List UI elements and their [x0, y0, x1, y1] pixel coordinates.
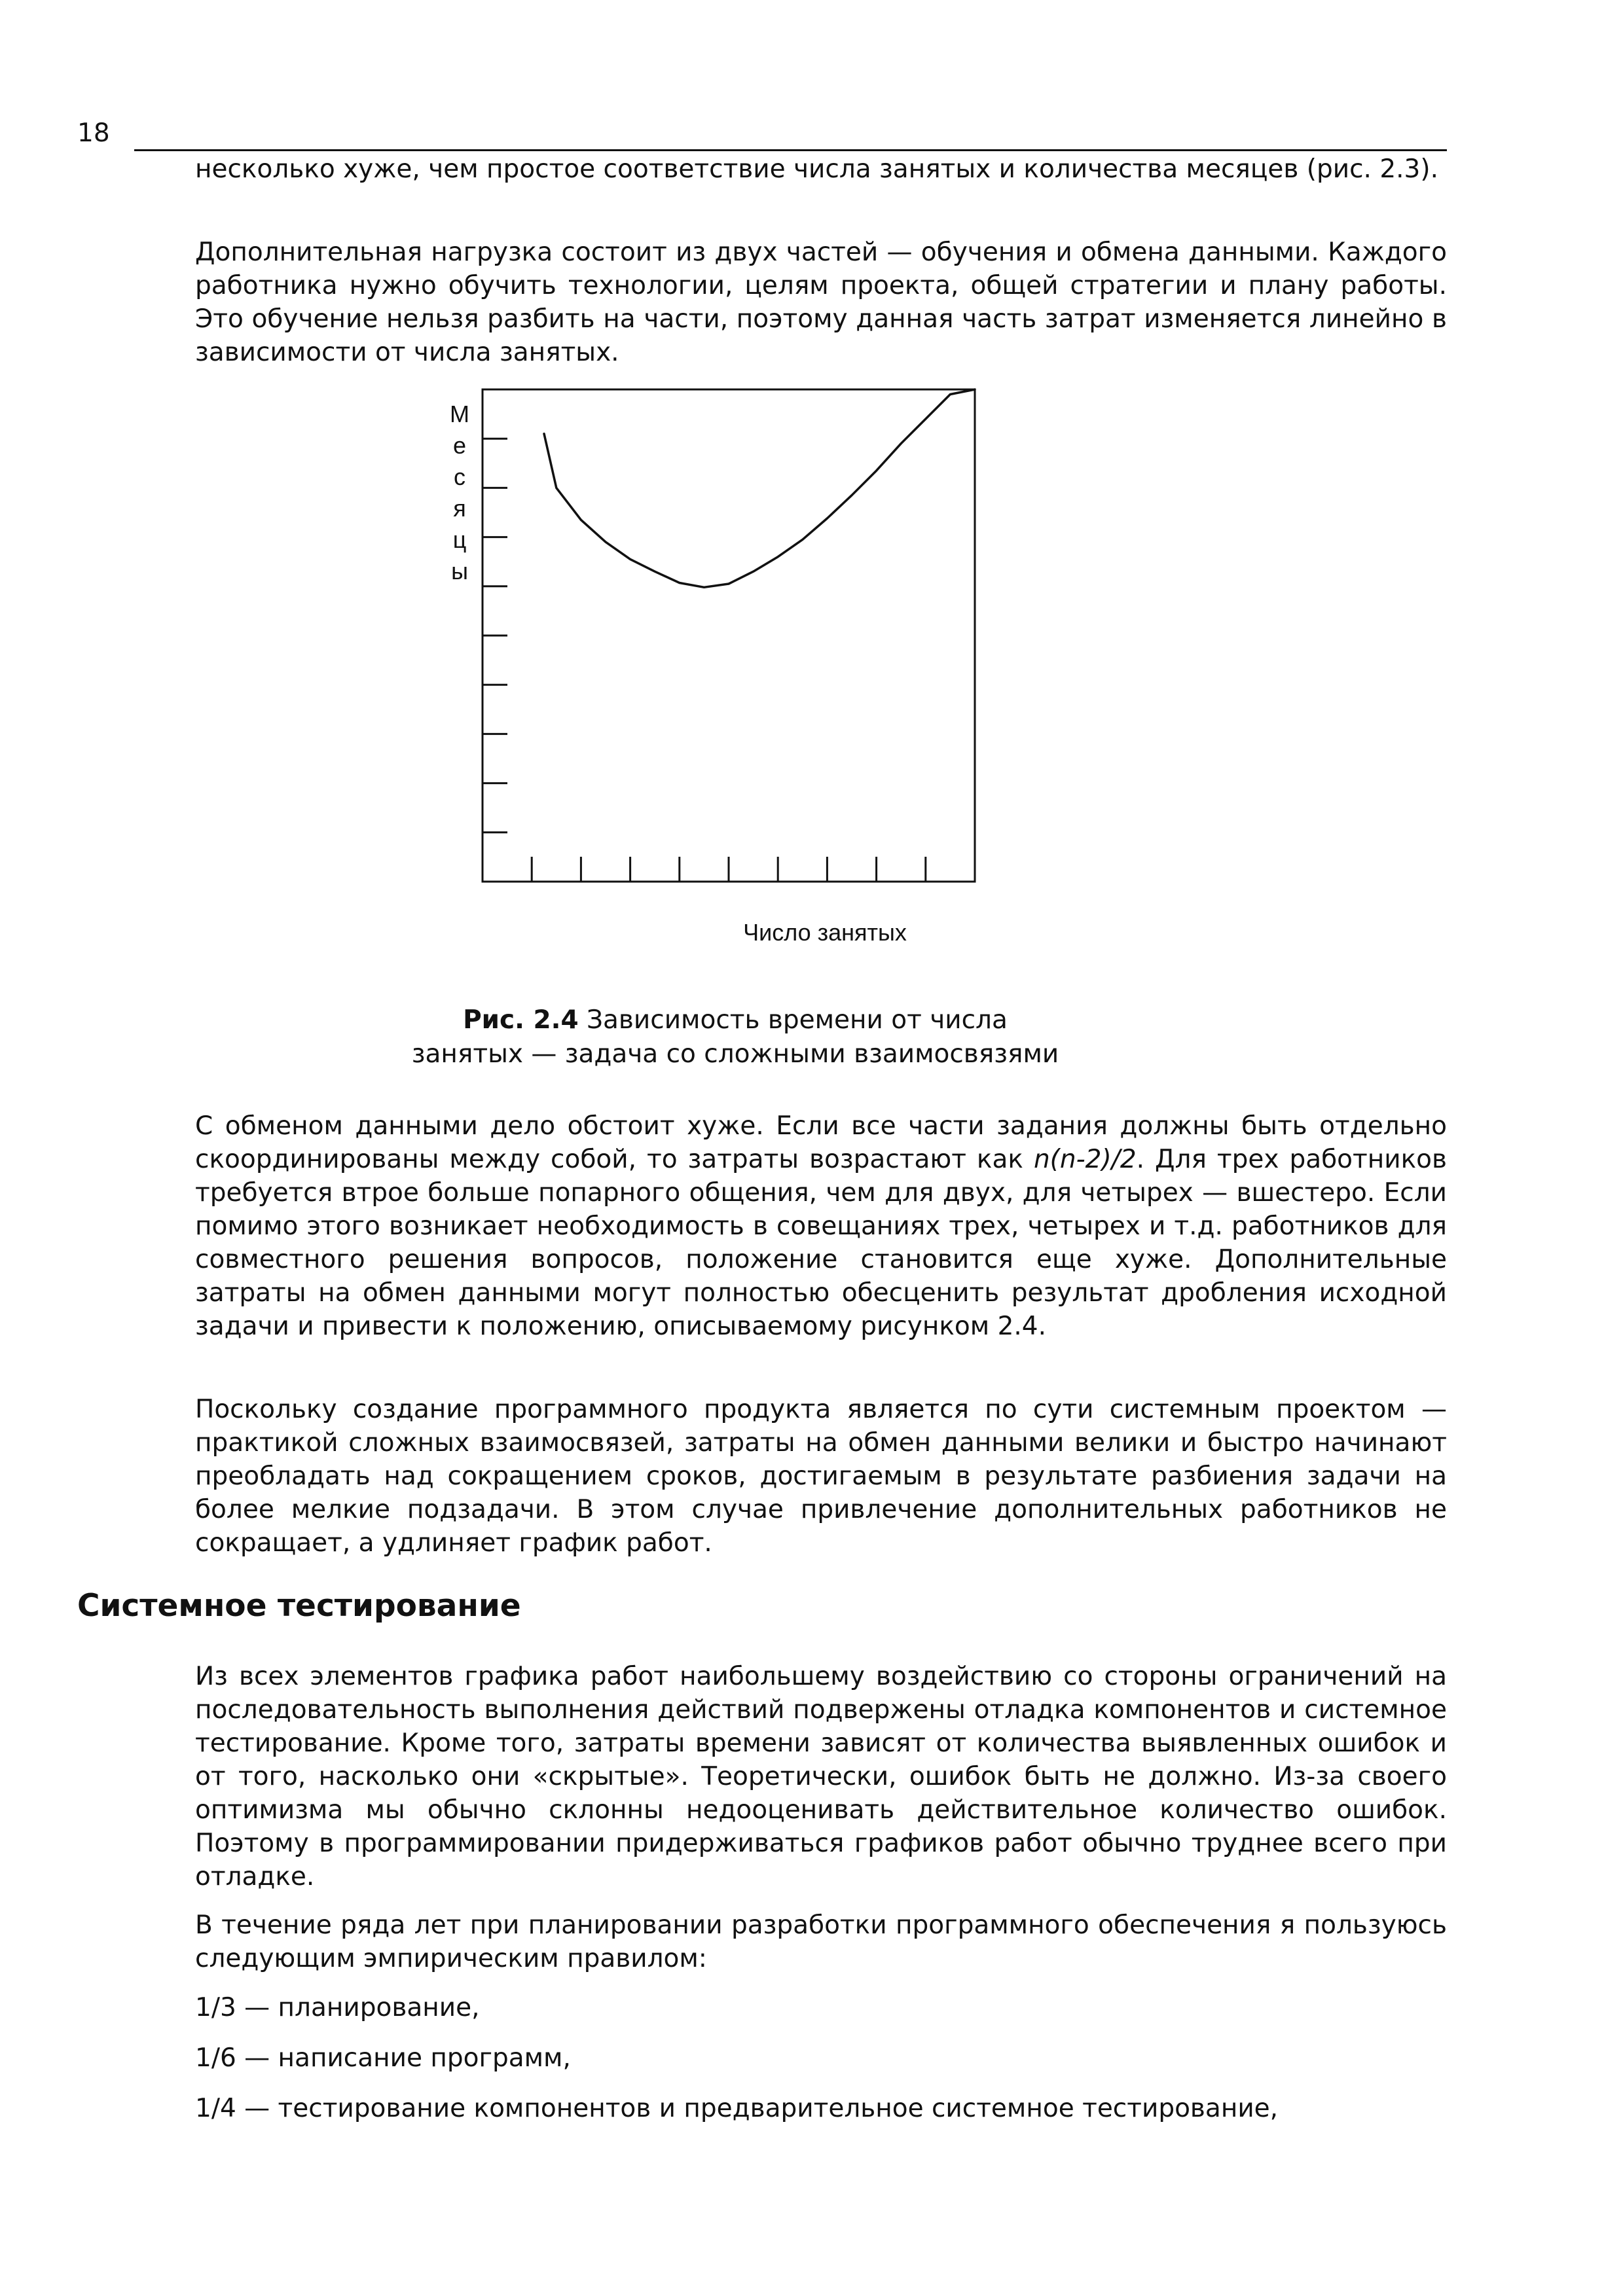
formula: n(n-2)/2 [1033, 1145, 1137, 1174]
chart-svg [432, 383, 1021, 972]
page-number: 18 [77, 118, 110, 148]
y-axis-label-letter: ы [451, 558, 468, 584]
list-item-coding: 1/6 — написание программ, [195, 2043, 571, 2073]
paragraph-continuation: несколько хуже, чем простое соответствие числа занятых и количества месяцев (рис. 2.3). [195, 154, 1438, 184]
figure-label: Рис. 2.4 [463, 1005, 579, 1035]
header-rule [134, 149, 1447, 151]
paragraph-system-project: Поскольку создание программного продукта является по сути системным проектом — практикой сложных взаимосвязей, затраты на обмен данными велики и быстро начинают преобладать над сокращением сроков, достигаемым в результате разбиения задачи на более мелкие подзадачи. В этом случае привлечение дополнительных работников не сокращает, а удлиняет график работ. [195, 1395, 1447, 1558]
y-axis-label-letter: с [454, 463, 465, 490]
figure-caption [195, 1003, 1275, 1071]
paragraph-communication-text2: . Для трех работников требуется втрое больше попарного общения, чем для двух, для четырех — вшестеро. Если помимо этого возникает необходимость в совещаниях трех, четырех и т.д. работников для совместного решения вопросов, положение становится еще хуже. Дополнительные затраты на обмен данными могут полностью обесценить результат дробления исходной задачи и привести к положению, описываемому рисунком 2.4. [195, 1145, 1447, 1341]
figure-caption-line1 [195, 1003, 1275, 1037]
paragraph-rule: В течение ряда лет при планировании разработки программного обеспечения я пользуюсь следующим эмпирическим правилом: [195, 1910, 1447, 1973]
y-axis-label-letter: я [453, 495, 466, 522]
figure-chart [432, 383, 1021, 972]
y-axis-label-letter: е [452, 432, 467, 459]
series-line [544, 389, 975, 587]
list-item-component-testing: 1/4 — тестирование компонентов и предварительное системное тестирование, [195, 2094, 1279, 2123]
paragraph-communication [195, 1109, 1447, 1343]
paragraph-overhead: Дополнительная нагрузка состоит из двух частей — обучения и обмена данными. Каждого работника нужно обучить технологии, целям проекта, общей стратегии и плану работы. Это обучение нельзя разбить на части, поэтому данная часть затрат изменяется линейно в зависимости от числа занятых. [195, 238, 1447, 367]
list-item-planning: 1/3 — планирование, [195, 1993, 480, 2022]
figure-caption-line2: занятых — задача со сложными взаимосвязями [411, 1039, 1059, 1069]
chart-frame [483, 389, 975, 882]
section-heading: Системное тестирование [77, 1588, 521, 1624]
paragraph-communication-text1: С обменом данными дело обстоит хуже. Если все части задания должны быть отдельно скоординированы между собой, то затраты возрастают как [195, 1111, 1447, 1174]
y-axis-label-letter: ц [452, 526, 467, 553]
y-axis-label-letter: М [450, 401, 469, 427]
x-axis-label: Число занятых [743, 919, 907, 946]
figure-caption-text1: Зависимость времени от числа [587, 1005, 1008, 1035]
paragraph-testing: Из всех элементов графика работ наибольшему воздействию со стороны ограничений на последовательность выполнения действий подвержены отладка компонентов и системное тестирование. Кроме того, затраты времени зависят от количества выявленных ошибок и от того, насколько они «скрытые». Теоретически, ошибок быть не должно. Из-за своего оптимизма мы обычно склонны недооценивать действительное количество ошибок. Поэтому в программировании придерживаться графиков работ обычно труднее всего при отладке. [195, 1662, 1447, 1892]
